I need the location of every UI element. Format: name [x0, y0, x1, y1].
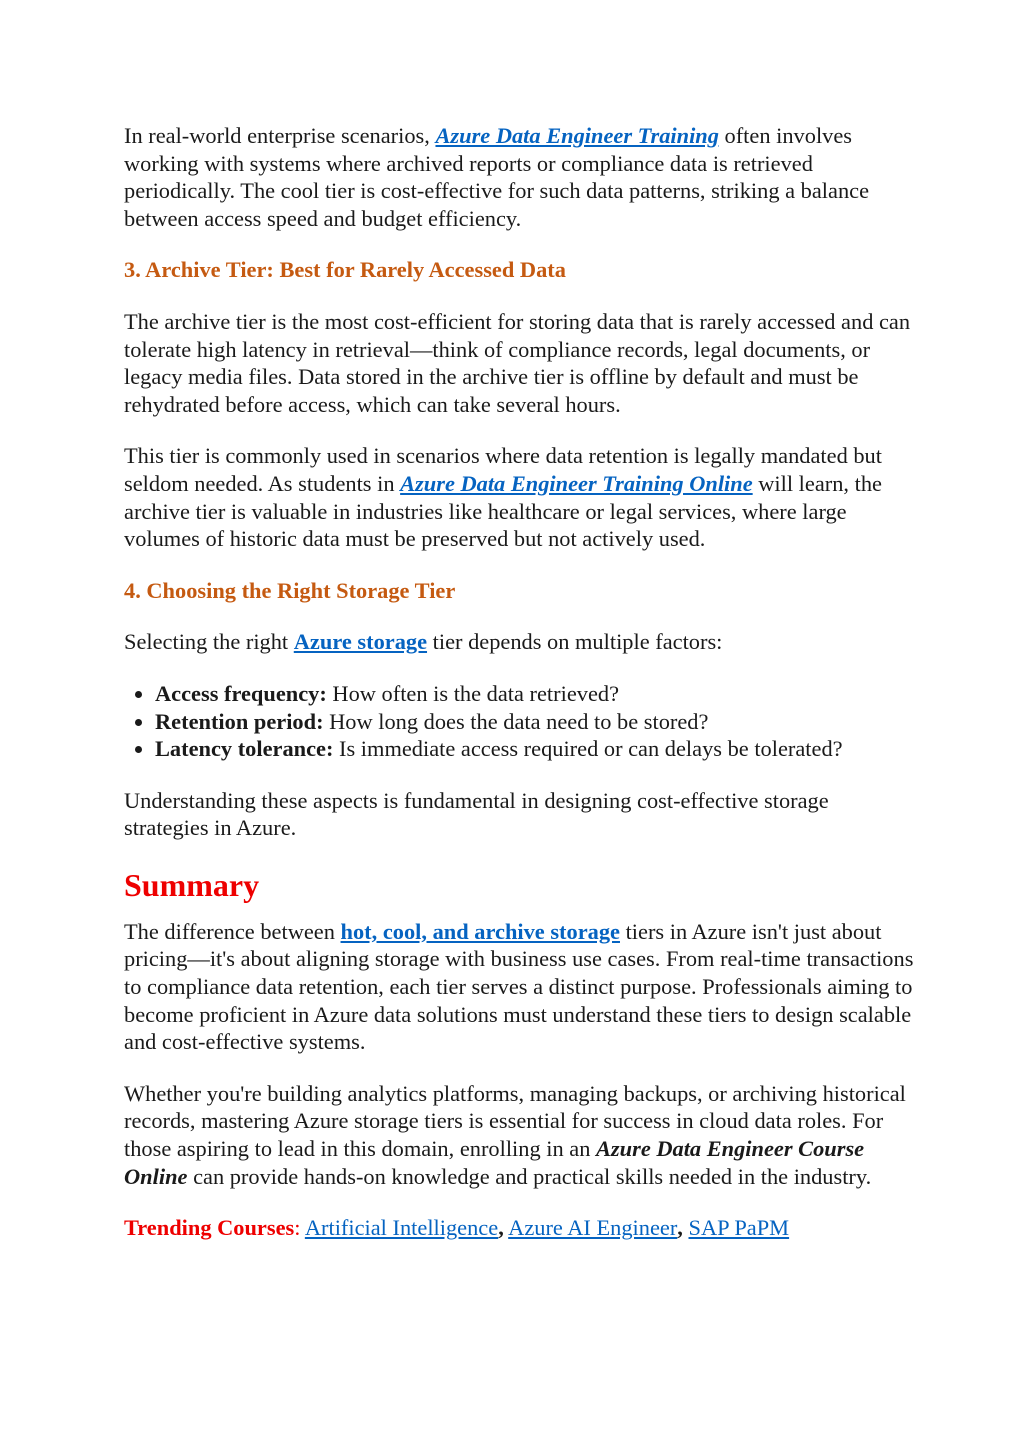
- trending-colon: :: [294, 1215, 305, 1241]
- factor-desc: Is immediate access required or can delays be tolerated?: [333, 736, 843, 762]
- archive-p2-pre: This tier is commonly used in scenarios where data retention is legally mandated but seldom needed. As students in: [124, 443, 882, 496]
- azure-storage-link[interactable]: Azure storage: [293, 629, 428, 655]
- choosing-tier-heading: 4. Choosing the Right Storage Tier: [124, 577, 456, 603]
- hot-cool-archive-storage-link[interactable]: hot, cool, and archive storage: [340, 918, 620, 944]
- document-body: [124, 122, 914, 1266]
- factor-desc: How long does the data need to be stored?: [323, 708, 709, 734]
- summary-paragraph-1: [124, 918, 914, 1056]
- summary-p1-pre: The difference between: [124, 918, 341, 944]
- trending-courses-label: Trending Courses: [124, 1215, 295, 1241]
- sap-papm-link[interactable]: SAP PaPM: [688, 1215, 790, 1241]
- summary-p2-pre: Whether you're building analytics platforms, managing backups, or archiving historical records, mastering Azure storage tiers is essential for success in cloud data roles. For those aspiring to lead in this domain, enrolling in an: [124, 1080, 906, 1162]
- factor-term: Latency tolerance:: [155, 736, 334, 762]
- factor-desc: How often is the data retrieved?: [326, 680, 620, 706]
- choosing-intro-post: tier depends on multiple factors:: [427, 629, 723, 655]
- list-item-retention-period: [155, 708, 914, 736]
- azure-data-engineer-training-online-link[interactable]: Azure Data Engineer Training Online: [400, 470, 753, 496]
- choosing-intro-pre: Selecting the right: [124, 629, 294, 655]
- trending-courses-line: [124, 1214, 914, 1242]
- list-item-access-frequency: [155, 680, 914, 708]
- intro-text-post: often involves working with systems where archived reports or compliance data is retrieved periodically. The cool tier is cost-effective for such data patterns, striking a balance between access speed and budget efficiency.: [124, 123, 870, 231]
- factor-term: Retention period:: [155, 708, 324, 734]
- summary-p2-post: can provide hands-on knowledge and practical skills needed in the industry.: [187, 1163, 872, 1189]
- choosing-closing-paragraph: Understanding these aspects is fundamental in designing cost-effective storage strategies in Azure.: [124, 787, 829, 841]
- azure-ai-engineer-link[interactable]: Azure AI Engineer: [508, 1215, 678, 1241]
- azure-data-engineer-training-link[interactable]: Azure Data Engineer Training: [435, 123, 719, 148]
- choosing-intro-paragraph: [124, 628, 914, 656]
- separator: ,: [498, 1215, 504, 1241]
- course-name-emphasis: Azure Data Engineer Course Online: [124, 1136, 865, 1189]
- intro-text-pre: In real-world enterprise scenarios,: [124, 123, 436, 148]
- summary-p1-post: tiers in Azure isn't just about pricing—it's about aligning storage with business use cases. From real-time transactions to compliance data retention, each tier serves a distinct purpose. Professionals aiming to become proficient in Azure data solutions must understand these tiers to design scalable and cost-effective systems.: [124, 918, 914, 1055]
- factor-term: Access frequency:: [155, 680, 327, 706]
- archive-paragraph-2: [124, 442, 914, 552]
- list-item-latency-tolerance: [155, 735, 914, 763]
- archive-tier-heading: 3. Archive Tier: Best for Rarely Accessed Data: [124, 257, 566, 283]
- intro-paragraph: [124, 122, 914, 232]
- separator: ,: [677, 1215, 683, 1241]
- factors-list: [124, 680, 914, 763]
- summary-paragraph-2: [124, 1080, 914, 1190]
- artificial-intelligence-link[interactable]: Artificial Intelligence: [304, 1215, 499, 1241]
- archive-paragraph-1: The archive tier is the most cost-efficient for storing data that is rarely accessed and can tolerate high latency in retrieval—think of compliance records, legal documents, or legacy media files. Data stored in the archive tier is offline by default and must be rehydrated before access, which can take several hours.: [124, 308, 911, 417]
- archive-p2-post: will learn, the archive tier is valuable in industries like healthcare or legal services, where large volumes of historic data must be preserved but not actively used.: [124, 470, 882, 552]
- summary-heading: Summary: [124, 866, 260, 903]
